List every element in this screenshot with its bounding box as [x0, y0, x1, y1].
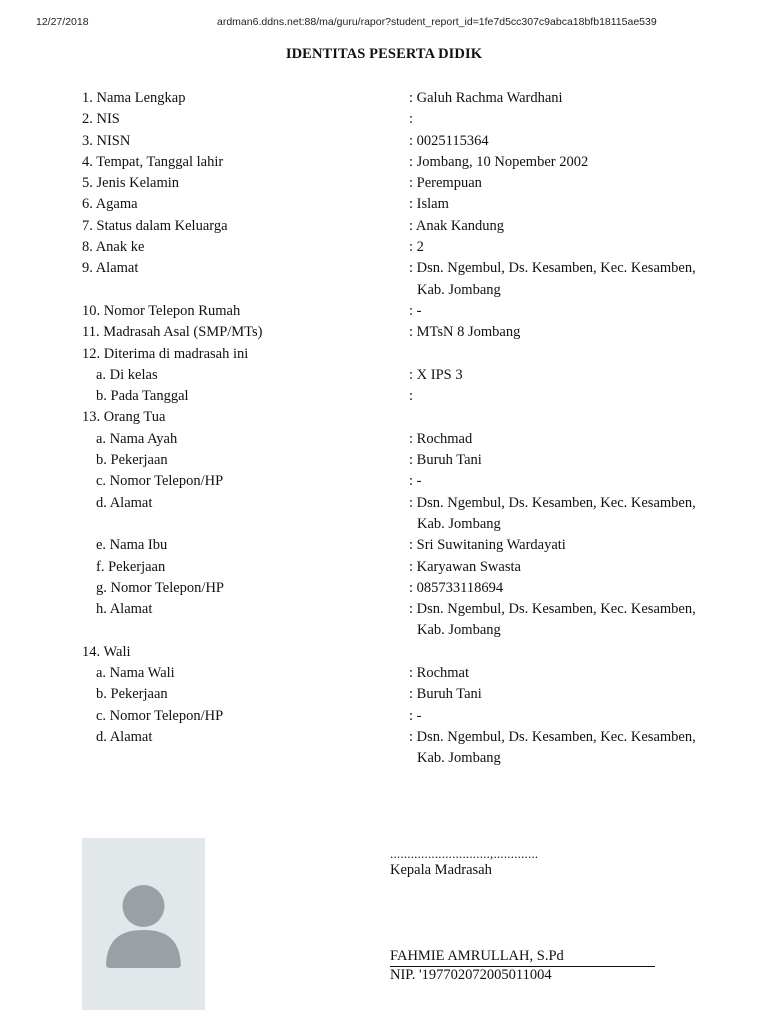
- row-label: 9. Alamat: [82, 260, 139, 277]
- row-value: :: [409, 111, 414, 128]
- row-jenis-kelamin: [0, 173, 768, 194]
- row-label: c. Nomor Telepon/HP: [96, 473, 224, 490]
- identity-list: [0, 88, 768, 770]
- student-photo: [82, 838, 205, 1010]
- row-value: : MTsN 8 Jombang: [409, 324, 521, 341]
- person-placeholder-icon: [82, 838, 205, 1010]
- row-telepon-rumah: [0, 301, 768, 322]
- row-alamat-wali: [0, 727, 768, 770]
- row-value: : Rochmad: [409, 430, 473, 447]
- row-label: 11. Madrasah Asal (SMP/MTs): [82, 324, 263, 341]
- row-nama-lengkap: [0, 88, 768, 109]
- row-value: : Sri Suwitaning Wardayati: [409, 537, 566, 554]
- row-label: 3. NISN: [82, 132, 131, 149]
- row-label: h. Alamat: [96, 601, 153, 618]
- row-label: a. Di kelas: [96, 366, 158, 383]
- row-value: : Dsn. Ngembul, Ds. Kesamben, Kec. Kesamben, Kab. Jombang: [409, 494, 696, 532]
- row-value: : Islam: [409, 196, 449, 213]
- row-label: a. Nama Wali: [96, 665, 175, 682]
- row-label: f. Pekerjaan: [96, 558, 166, 575]
- row-value: : -: [409, 707, 422, 724]
- row-nama-ayah: [0, 429, 768, 450]
- signature-nip: NIP. '197702072005011004: [390, 967, 552, 983]
- row-label: b. Pada Tanggal: [96, 388, 189, 405]
- row-telepon-ayah: [0, 471, 768, 492]
- row-diterima: [0, 344, 768, 365]
- row-value: : -: [409, 302, 422, 319]
- row-label: 7. Status dalam Keluarga: [82, 217, 228, 234]
- row-value: : 085733118694: [409, 579, 504, 596]
- print-date: 12/27/2018: [36, 16, 89, 28]
- row-orang-tua: [0, 407, 768, 428]
- row-value: : -: [409, 473, 422, 490]
- row-madrasah-asal: [0, 322, 768, 343]
- row-value: : Dsn. Ngembul, Ds. Kesamben, Kec. Kesamben, Kab. Jombang: [409, 260, 696, 298]
- row-value: : Perempuan: [409, 175, 482, 192]
- row-value: : Buruh Tani: [409, 452, 482, 469]
- row-label: 4. Tempat, Tanggal lahir: [82, 153, 224, 170]
- row-label: 13. Orang Tua: [82, 409, 166, 426]
- row-value: : Karyawan Swasta: [409, 558, 521, 575]
- row-label: a. Nama Ayah: [96, 430, 178, 447]
- row-alamat: [0, 258, 768, 301]
- row-label: d. Alamat: [96, 494, 153, 511]
- row-nama-wali: [0, 663, 768, 684]
- row-value: : Buruh Tani: [409, 686, 482, 703]
- row-label: e. Nama Ibu: [96, 537, 168, 554]
- row-nisn: [0, 131, 768, 152]
- signature-name: FAHMIE AMRULLAH, S.Pd: [390, 947, 655, 967]
- print-url: ardman6.ddns.net:88/ma/guru/rapor?student_report_id=1fe7d5cc307c9abca18bfb18115ae539: [217, 16, 657, 28]
- row-value: : Rochmat: [409, 665, 470, 682]
- row-nis: [0, 109, 768, 130]
- row-value: : Jombang, 10 Nopember 2002: [409, 153, 589, 170]
- row-label: 10. Nomor Telepon Rumah: [82, 302, 241, 319]
- row-pekerjaan-ayah: [0, 450, 768, 471]
- row-telepon-ibu: [0, 578, 768, 599]
- row-value: : 0025115364: [409, 132, 489, 149]
- page-title: IDENTITAS PESERTA DIDIK: [285, 46, 483, 62]
- row-alamat-ayah: [0, 493, 768, 536]
- row-label: 1. Nama Lengkap: [82, 90, 186, 106]
- row-label: b. Pekerjaan: [96, 452, 168, 469]
- row-pekerjaan-ibu: [0, 557, 768, 578]
- row-label: 6. Agama: [82, 196, 138, 213]
- row-label: c. Nomor Telepon/HP: [96, 707, 224, 724]
- row-value: : 2: [409, 239, 424, 256]
- signature-place-date: .............................,.............: [390, 846, 539, 861]
- row-pekerjaan-wali: [0, 684, 768, 705]
- row-di-kelas: [0, 365, 768, 386]
- row-label: b. Pekerjaan: [96, 686, 168, 703]
- row-value: : X IPS 3: [409, 366, 463, 383]
- row-label: d. Alamat: [96, 728, 153, 745]
- row-pada-tanggal: [0, 386, 768, 407]
- row-alamat-ibu: [0, 599, 768, 642]
- row-agama: [0, 194, 768, 215]
- row-label: 2. NIS: [82, 111, 120, 128]
- row-wali: [0, 642, 768, 663]
- row-nama-ibu: [0, 535, 768, 556]
- row-value: : Dsn. Ngembul, Ds. Kesamben, Kec. Kesamben, Kab. Jombang: [409, 728, 696, 767]
- row-label: 12. Diterima di madrasah ini: [82, 345, 249, 362]
- row-value: : Galuh Rachma Wardhani: [409, 90, 563, 106]
- row-anak-ke: [0, 237, 768, 258]
- row-ttl: [0, 152, 768, 173]
- row-label: 5. Jenis Kelamin: [82, 175, 180, 192]
- row-status-keluarga: [0, 216, 768, 237]
- row-value: :: [409, 388, 414, 405]
- row-telepon-wali: [0, 706, 768, 727]
- row-label: 14. Wali: [82, 643, 131, 660]
- signature-role: Kepala Madrasah: [390, 862, 492, 878]
- row-value: : Dsn. Ngembul, Ds. Kesamben, Kec. Kesamben, Kab. Jombang: [409, 601, 696, 639]
- row-label: 8. Anak ke: [82, 239, 145, 256]
- row-value: : Anak Kandung: [409, 217, 505, 234]
- row-label: g. Nomor Telepon/HP: [96, 579, 225, 596]
